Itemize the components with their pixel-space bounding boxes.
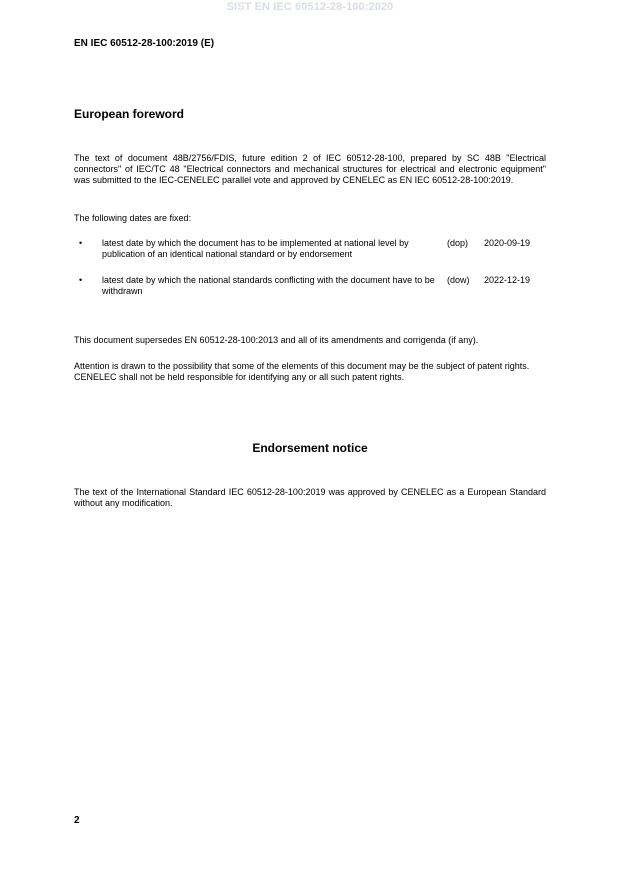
endorsement-title: Endorsement notice	[252, 441, 368, 455]
page-number: 2	[74, 815, 80, 826]
document-id-header: EN IEC 60512-28-100:2019 (E)	[74, 38, 215, 49]
endorsement-paragraph: The text of the International Standard IEC 60512-28-100:2019 was approved by CENELEC as a European Standard without any modification.	[74, 487, 546, 508]
date-item-value: 2020-09-19	[484, 238, 531, 248]
supersedes-paragraph: This document supersedes EN 60512-28-100:2013 and all of its amendments and corrigenda (if any).	[74, 335, 479, 345]
date-item-text: latest date by which the document has to be implemented at national level by publication of an identical national standard or by endorsement	[102, 238, 409, 259]
patent-notice-paragraph: Attention is drawn to the possibility that some of the elements of this document may be the subject of patent rights. CENELEC shall not be held responsible for identifying any or all such patent rights.	[74, 361, 530, 382]
date-item-dop	[74, 238, 546, 264]
watermark: SIST EN IEC 60512-28-100:2020	[226, 1, 394, 13]
foreword-title: European foreword	[74, 107, 185, 121]
foreword-intro-paragraph: The text of document 48B/2756/FDIS, future edition 2 of IEC 60512-28-100, prepared by SC 48B "Electrical connectors" of IEC/TC 48 "Electrical connectors and mechanical structures for electrical and electronic equipment" was submitted to the IEC-CENELEC parallel vote and approved by CENELEC as EN IEC 60512-28-100:2019.	[74, 153, 546, 185]
date-item-abbreviation: (dow)	[447, 275, 470, 285]
date-item-abbreviation: (dop)	[447, 238, 469, 248]
date-item-value: 2022-12-19	[484, 275, 531, 285]
date-item-dow	[74, 275, 546, 301]
dates-intro-paragraph: The following dates are fixed:	[74, 213, 192, 223]
bullet-marker: •	[79, 275, 83, 285]
bullet-marker: •	[79, 238, 83, 248]
date-item-text: latest date by which the national standards conflicting with the document have to be withdrawn	[102, 275, 435, 296]
